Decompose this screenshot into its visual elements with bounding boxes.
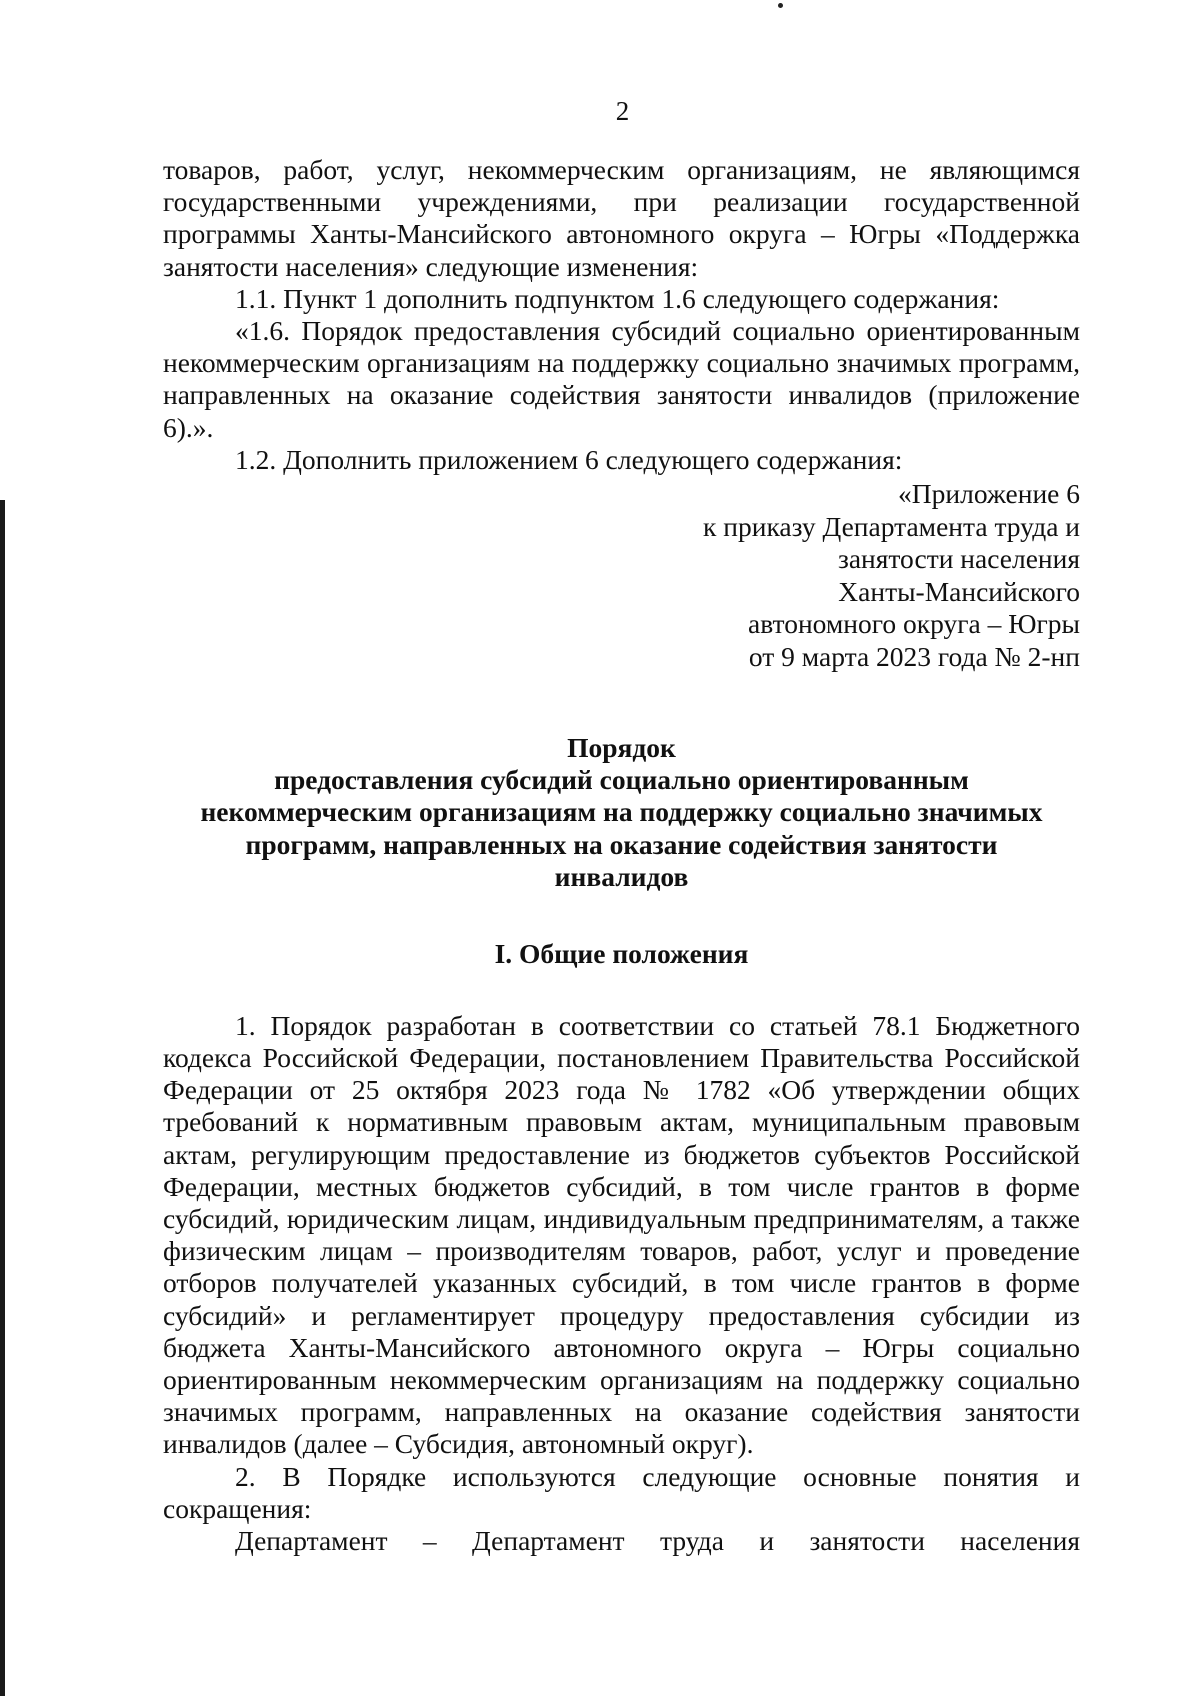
title-line: инвалидов (554, 861, 689, 893)
appendix-line: Ханты-Мансийского (838, 575, 1080, 607)
item-1-6: «1.6. Порядок предоставления субсидий социально ориентированным некоммерческим организациям на поддержку социально значимых программ, направленных на оказание содействия занятости инвалидов (приложение 6).». (163, 315, 1080, 443)
appendix-line: занятости населения (837, 543, 1080, 575)
clause-1: 1. Порядок разработан в соответствии со статьей 78.1 Бюджетного кодекса Российской Федерации, постановлением Правительства Российской Федерации от 25 октября 2023 года № 1782 «Об утверждении общих требований к нормативным правовым актам, муниципальным правовым актам, регулирующим предоставление из бюджетов субъектов Российской Федерации, местных бюджетов субсидий, в том числе грантов в форме субсидий, юридическим лицам, индивидуальным предпринимателям, а также физическим лицам – производителям товаров, работ, услуг и проведение отборов получателей указанных субсидий, в том числе грантов в форме субсидий» и регламентирует процедуру предоставления субсидии из бюджета Ханты-Мансийского автономного округа – Югры социально ориентированным некоммерческим организациям на поддержку социально значимых программ, направленных на оказание содействия занятости инвалидов (далее – Субсидия, автономный округ). (163, 1009, 1080, 1460)
section-title: I. Общие положения (494, 937, 749, 969)
clause-2: 2. В Порядке используются следующие основные понятия и сокращения: (163, 1460, 1080, 1524)
scan-artifact-dot (778, 3, 783, 8)
page-number: 2 (615, 96, 630, 126)
definition-department: Департамент – Департамент труда и занятости населения (235, 1525, 1080, 1557)
item-1-1: 1.1. Пункт 1 дополнить подпунктом 1.6 следующего содержания: (235, 282, 1000, 314)
title-line: программ, направленных на оказание содействия занятости (245, 828, 998, 860)
document-title (163, 732, 1080, 894)
appendix-line: автономного округа – Югры (748, 608, 1080, 640)
item-1-2: 1.2. Дополнить приложением 6 следующего содержания: (235, 443, 903, 475)
appendix-line: к приказу Департамента труда и (703, 510, 1080, 542)
title-line: предоставления субсидий социально ориентированным (274, 764, 969, 795)
document-body (163, 154, 1080, 1557)
appendix-line: «Приложение 6 (898, 478, 1080, 510)
appendix-line: от 9 марта 2023 года № 2-нп (748, 641, 1080, 672)
scan-artifact-edge (0, 500, 5, 1696)
title-line: некоммерческим организациям на поддержку социально значимых (200, 796, 1043, 828)
title-line: Порядок (567, 731, 676, 763)
intro-paragraph: товаров, работ, услуг, некоммерческим организациям, не являющимся государственными учреждениями, при реализации государственной программы Ханты-Мансийского автономного округа – Югры «Поддержка занятости населения» следующие изменения: (163, 154, 1080, 282)
appendix-header (163, 478, 1080, 674)
